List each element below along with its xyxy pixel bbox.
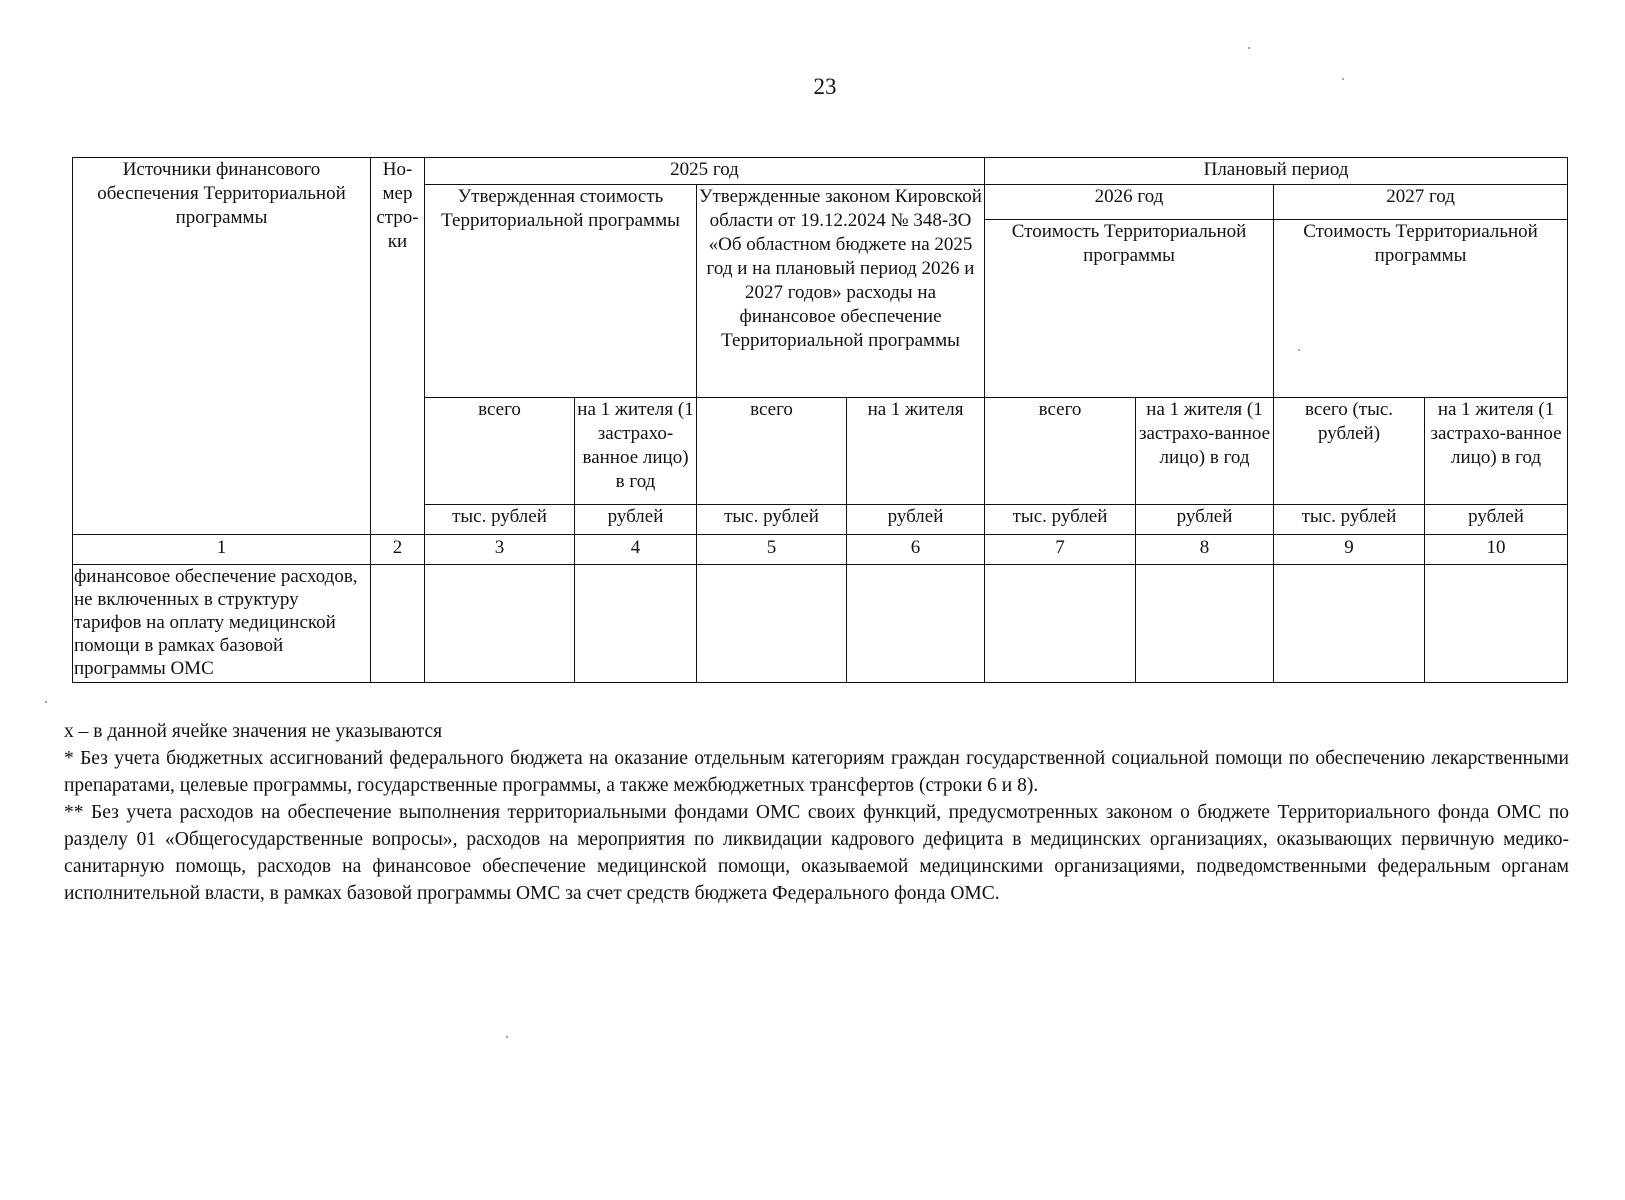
row-cell xyxy=(1274,565,1425,683)
row-cell xyxy=(1425,565,1568,683)
column-number: 9 xyxy=(1274,535,1425,565)
header-total-col5: всего xyxy=(697,398,847,505)
column-number: 2 xyxy=(371,535,425,565)
financing-table xyxy=(72,157,1568,683)
scan-speck xyxy=(1248,47,1250,49)
star-note: * Без учета бюджетных ассигнований федерального бюджета на оказание отдельным категориям граждан государственной социальной помощи по обеспечению лекарственными препаратами, целевые программы, государственные программы, а также межбюджетных трансфертов (строки 6 и 8). xyxy=(64,748,1569,796)
header-total-col9: всего (тыс. рублей) xyxy=(1274,398,1425,505)
row-cell xyxy=(425,565,575,683)
row-cell xyxy=(697,565,847,683)
column-number: 4 xyxy=(575,535,697,565)
unit-col3: тыс. рублей xyxy=(425,505,575,535)
column-number: 7 xyxy=(985,535,1136,565)
page-number: 23 xyxy=(813,74,837,99)
column-number: 6 xyxy=(847,535,985,565)
scan-speck xyxy=(506,1036,508,1038)
header-per-insured-col8: на 1 жителя (1 застрахо-ванное лицо) в год xyxy=(1136,398,1274,505)
header-total-col7: всего xyxy=(985,398,1136,505)
column-number: 1 xyxy=(73,535,371,565)
header-planned-period: Плановый период xyxy=(985,158,1568,185)
unit-col4: рублей xyxy=(575,505,697,535)
header-year-2026: 2026 год xyxy=(985,185,1274,220)
x-note: х – в данной ячейке значения не указываются xyxy=(64,721,443,742)
header-cost-2026: Стоимость Территориальной программы xyxy=(985,220,1274,398)
header-per-insured-col4: на 1 жителя (1 застрахо-ванное лицо) в год xyxy=(575,398,697,505)
header-sources: Источники финансового обеспечения Территориальной программы xyxy=(73,158,371,535)
unit-col5: тыс. рублей xyxy=(697,505,847,535)
header-per-resident-col6: на 1 жителя xyxy=(847,398,985,505)
column-number: 3 xyxy=(425,535,575,565)
column-number: 8 xyxy=(1136,535,1274,565)
header-row-number: Но-мер стро-ки xyxy=(371,158,425,535)
unit-col10: рублей xyxy=(1425,505,1568,535)
header-total-col3: всего xyxy=(425,398,575,505)
row-cell xyxy=(1136,565,1274,683)
column-number: 10 xyxy=(1425,535,1568,565)
double-star-note: ** Без учета расходов на обеспечение выполнения территориальными фондами ОМС своих функций, предусмотренных законом о бюджете Территориального фонда ОМС по разделу 01 «Общегосударственные вопросы», расходов на мероприятия по ликвидации кадрового дефицита в медицинских организациях, оказывающих первичную медико-санитарную помощь, расходов на финансовое обеспечение медицинской помощи, оказываемой медицинскими организациями, подведомственными федеральным органам исполнительной власти, в рамках базовой программы ОМС за счет средств бюджета Федерального фонда ОМС. xyxy=(64,802,1569,904)
header-law-expenses: Утвержденные законом Кировской области от 19.12.2024 № 348-ЗО «Об областном бюджете на 2025 год и на плановый период 2026 и 2027 годов» расходы на финансовое обеспечение Территориальной программы xyxy=(697,185,985,398)
scan-speck xyxy=(45,701,47,703)
header-cost-2027: Стоимость Территориальной программы xyxy=(1274,220,1568,398)
scan-speck xyxy=(1342,78,1344,80)
scan-speck xyxy=(1298,349,1300,351)
header-per-insured-col10: на 1 жителя (1 застрахо-ванное лицо) в год xyxy=(1425,398,1568,505)
header-year-2027: 2027 год xyxy=(1274,185,1568,220)
header-approved-cost: Утвержденная стоимость Территориальной программы xyxy=(425,185,697,398)
row-cell xyxy=(371,565,425,683)
column-number: 5 xyxy=(697,535,847,565)
unit-col7: тыс. рублей xyxy=(985,505,1136,535)
header-year-2025: 2025 год xyxy=(425,158,985,185)
table-row xyxy=(73,565,1568,683)
unit-col8: рублей xyxy=(1136,505,1274,535)
row-label: финансовое обеспечение расходов, не включенных в структуру тарифов на оплату медицинской помощи в рамках базовой программы ОМС xyxy=(73,565,371,683)
row-cell xyxy=(575,565,697,683)
unit-col9: тыс. рублей xyxy=(1274,505,1425,535)
unit-col6: рублей xyxy=(847,505,985,535)
row-cell xyxy=(847,565,985,683)
footnotes xyxy=(64,718,1569,907)
row-cell xyxy=(985,565,1136,683)
